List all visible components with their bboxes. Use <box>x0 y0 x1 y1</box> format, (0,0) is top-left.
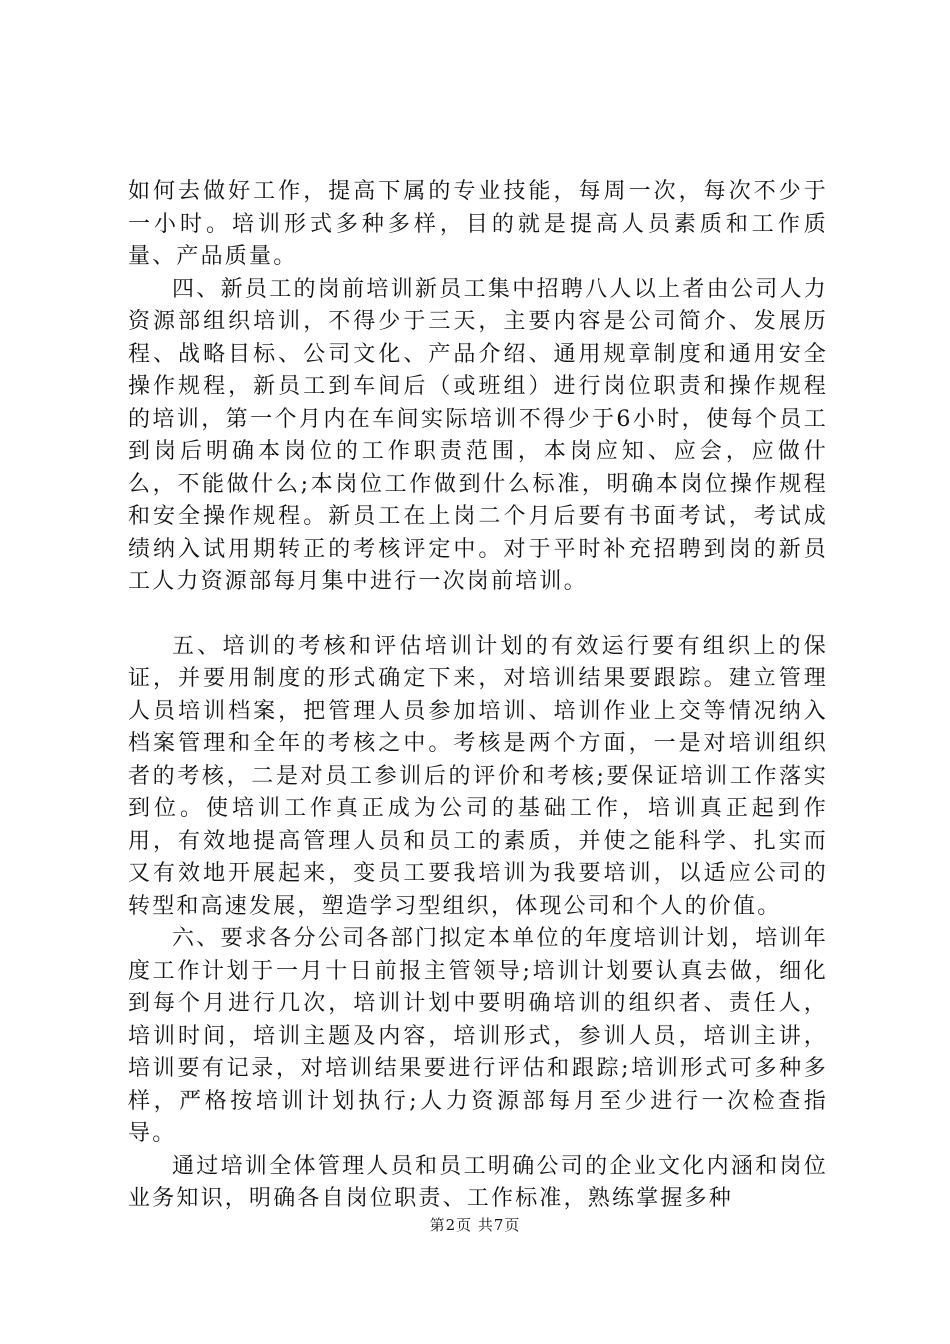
paragraph-training-goal: 通过培训全体管理人员和员工明确公司的企业文化内涵和岗位业务知识，明确各自岗位职责、工作标准，熟练掌握多种 <box>128 1153 828 1211</box>
paragraph-continuation: 如何去做好工作，提高下属的专业技能，每周一次，每次不少于一小时。培训形式多种多样，目的就是提高人员素质和工作质量、产品质量。 <box>128 179 828 269</box>
paragraph-new-employee-training: 四、新员工的岗前培训新员工集中招聘八人以上者由公司人力资源部组织培训，不得少于三天，主要内容是公司简介、发展历程、战略目标、公司文化、产品介绍、通用规章制度和通用安全操作规程，新员工到车间后（或班组）进行岗位职责和操作规程的培训，第一个月内在车间实际培训不得少于6小时，使每个员工到岗后明确本岗位的工作职责范围，本岗应知、应会，应做什么，不能做什么;本岗位工作做到什么标准，明确本岗位操作规程和安全操作规程。新员工在上岗二个月后要有书面考试，考试成绩纳入试用期转正的考核评定中。对于平时补充招聘到岗的新员工人力资源部每月集中进行一次岗前培训。 <box>128 276 828 594</box>
page-number-footer: 第2页 共7页 <box>429 1216 521 1234</box>
paragraph-gap <box>128 599 828 631</box>
paragraph-annual-training-plan: 六、要求各分公司各部门拟定本单位的年度培训计划，培训年度工作计划于一月十日前报主管领导;培训计划要认真去做，细化到每个月进行几次，培训计划中要明确培训的组织者、责任人，培训时间，培训主题及内容，培训形式，参训人员，培训主讲，培训要有记录，对培训结果要进行评估和跟踪;培训形式可多种多样，严格按培训计划执行;人力资源部每月至少进行一次检查指导。 <box>128 926 828 1146</box>
paragraph-training-assessment: 五、培训的考核和评估培训计划的有效运行要有组织上的保证，并要用制度的形式确定下来，对培训结果要跟踪。建立管理人员培训档案，把管理人员参加培训、培训作业上交等情况纳入档案管理和全年的考核之中。考核是两个方面，一是对培训组织者的考核，二是对员工参训后的评价和考核;要保证培训工作落实到位。使培训工作真正成为公司的基础工作，培训真正起到作用，有效地提高管理人员和员工的素质，并使之能科学、扎实而又有效地开展起来，变员工要我培训为我要培训，以适应公司的转型和高速发展，塑造学习型组织，体现公司和个人的价值。 <box>128 633 828 919</box>
document-body <box>128 176 828 1216</box>
